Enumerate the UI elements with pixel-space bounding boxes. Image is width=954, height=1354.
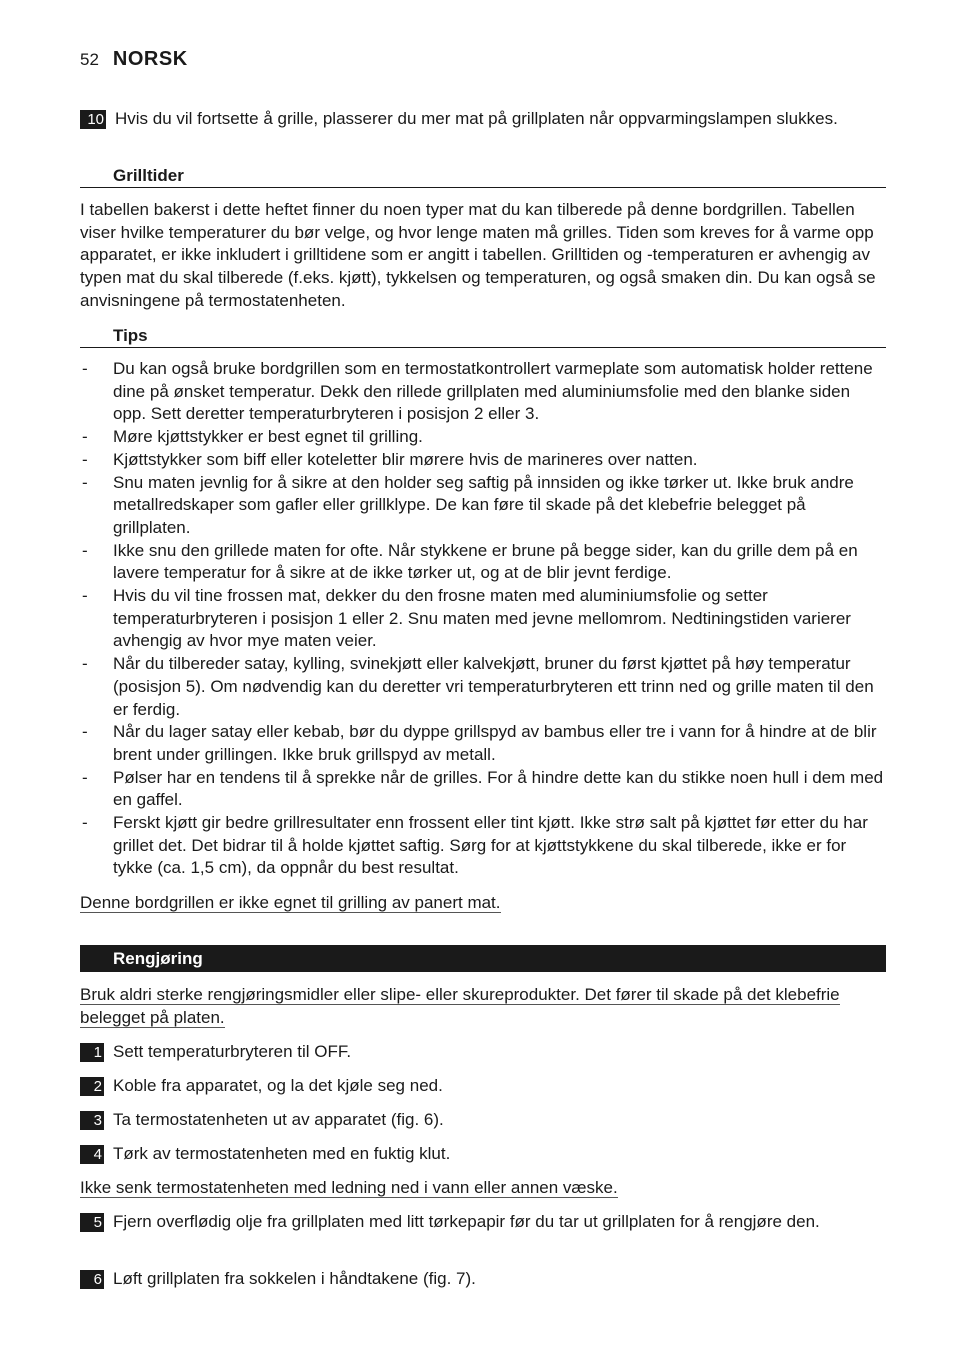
language-title: NORSK: [112, 48, 188, 70]
step-6: [80, 1268, 886, 1291]
step-text: Løft grillplaten fra sokkelen i håndtakene (fig. 7).: [113, 1269, 476, 1288]
step-10: [80, 108, 886, 131]
section-heading-rengjoring: Rengjøring: [80, 945, 886, 972]
list-item: - Du kan også bruke bordgrillen som en termostatkontrollert varmeplate som automatisk holder rettene dine på ønsket temperatur. Dekk den rillede grillplaten med aluminiumsfolie med den blanke siden opp. Sett deretter temperaturbryteren i posisjon 2 eller 3.: [82, 359, 873, 424]
list-item: - Møre kjøttstykker er best egnet til grilling.: [82, 427, 423, 447]
step-number: 4: [80, 1145, 104, 1164]
step-text: Fjern overflødig olje fra grillplaten med litt tørkepapir før du tar ut grillplaten for å rengjøre den.: [113, 1212, 820, 1231]
step-number: 1: [80, 1043, 104, 1062]
warning-cleaning-agents: Bruk aldri sterke rengjøringsmidler eller slipe- eller skureprodukter. Det fører til skade på det klebefrie belegget på platen.: [80, 985, 840, 1027]
warning-immerse: Ikke senk termostatenheten med ledning ned i vann eller annen væske.: [80, 1178, 618, 1197]
tips-list: [80, 358, 886, 880]
list-item: - Når du tilbereder satay, kylling, svinekjøtt eller kalvekjøtt, bruner du først kjøttet på høy temperatur (posisjon 5). Om nødvendig kan du deretter vri temperaturbryteren ett trinn ned og grille maten til den er ferdig.: [82, 654, 874, 719]
step-2: [80, 1075, 886, 1098]
section-heading-grilltider: Grilltider: [80, 165, 886, 188]
step-4: [80, 1143, 886, 1166]
warning-panert: Denne bordgrillen er ikke egnet til grilling av panert mat.: [80, 893, 501, 912]
page-number: 52: [80, 50, 99, 69]
step-text: Sett temperaturbryteren til OFF.: [113, 1042, 352, 1061]
section-heading-tips: Tips: [80, 325, 886, 348]
step-text: Koble fra apparatet, og la det kjøle seg ned.: [113, 1076, 443, 1095]
list-item: - Ferskt kjøtt gir bedre grillresultater enn frossent eller tint kjøtt. Ikke strø salt på kjøttet før etter du har grillet det. Det bidrar til å holde kjøttet saftig. Sørg for at kjøttstykkene du skal tilberede, ikke er for tykke (ca. 1,5 cm), da oppnår du best resultat.: [82, 813, 868, 878]
list-item: - Ikke snu den grillede maten for ofte. Når stykkene er brune på begge sider, kan du grille dem på en lavere temperatur for å sikre at de ikke tørker ut, og at de blir jevnt ferdige.: [82, 540, 858, 583]
list-item: - Kjøttstykker som biff eller koteletter blir mørere hvis de marineres over natten.: [82, 449, 698, 469]
grilltider-paragraph: I tabellen bakerst i dette heftet finner du noen typer mat du kan tilberede på denne bordgrillen. Tabellen viser hvilke temperaturer du bør velge, og hvor lenge maten må grilles. Tiden som kreves for å varme opp apparatet, er ikke inkludert i grilltidene som er angitt i tabellen. Grilltiden og -temperaturen er avhengig av typen mat du skal tilberede (f.eks. kjøtt), tykkelsen og temperaturen, og også smaken din. Du kan også se anvisningene på termostatenheten.: [80, 200, 876, 310]
list-item: - Hvis du vil tine frossen mat, dekker du den frosne maten med aluminiumsfolie og setter temperaturbryteren i posisjon 1 eller 2. Snu maten med jevne mellomrom. Nedtiningstiden varierer avhengig av hvor mye maten veier.: [82, 586, 851, 651]
page-header: [80, 48, 188, 71]
step-5: [80, 1211, 886, 1234]
step-number: 10: [80, 110, 106, 129]
step-number: 3: [80, 1111, 104, 1130]
step-number: 2: [80, 1077, 104, 1096]
step-text: Ta termostatenheten ut av apparatet (fig. 6).: [113, 1110, 444, 1129]
list-item: - Snu maten jevnlig for å sikre at den holder seg saftig på innsiden og ikke tørker ut. Ikke bruk andre metallredskaper som gafler eller grillklype. De kan føre til skade på det klebefrie belegget på grillplaten.: [82, 472, 854, 537]
step-1: [80, 1041, 886, 1064]
list-item: - Pølser har en tendens til å sprekke når de grilles. For å hindre dette kan du stikke noen hull i dem med en gaffel.: [82, 767, 884, 810]
step-text: Tørk av termostatenheten med en fuktig klut.: [113, 1144, 451, 1163]
step-3: [80, 1109, 886, 1132]
step-number: 5: [80, 1213, 104, 1232]
list-item: - Når du lager satay eller kebab, bør du dyppe grillspyd av bambus eller tre i vann for å hindre at de blir brent under grillingen. Ikke bruk grillspyd av metall.: [82, 722, 877, 764]
step-text: Hvis du vil fortsette å grille, plasserer du mer mat på grillplaten når oppvarmingslampen slukkes.: [115, 109, 838, 128]
step-number: 6: [80, 1270, 104, 1289]
